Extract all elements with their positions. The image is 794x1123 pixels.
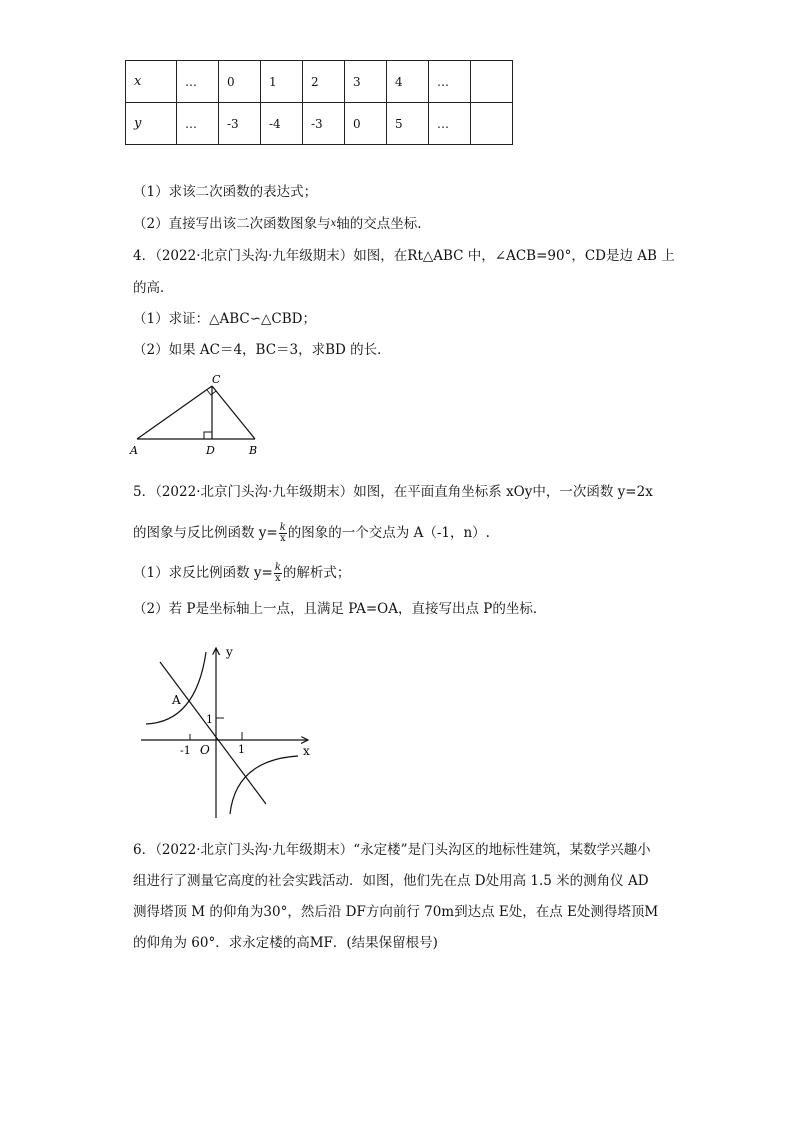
label-x-axis: x: [303, 744, 310, 758]
table-cell: 1: [261, 61, 303, 103]
label-a: A: [130, 444, 138, 457]
table-cell: [471, 103, 513, 145]
table-cell: 2: [303, 61, 345, 103]
label-one-x: 1: [238, 743, 245, 756]
label-one-y: 1: [206, 713, 213, 726]
table-cell: [471, 61, 513, 103]
label-b: B: [249, 444, 258, 457]
q5-stem-line2: [133, 518, 490, 548]
q6-stem-line2: 组进行了测量它高度的社会实践活动．如图，他们先在点 D处用高 1.5 米的测角仪 AD: [133, 873, 649, 889]
q3-part2: [133, 214, 422, 234]
fraction-numerator: k: [279, 522, 286, 533]
table-cell: 5: [387, 103, 429, 145]
table-cell: 0: [345, 103, 387, 145]
label-d: D: [206, 444, 215, 457]
table-cell: 4: [387, 61, 429, 103]
label-origin: O: [200, 743, 210, 757]
q5-part2: （2）若 P是坐标轴上一点，且满足 PA=OA，直接写出点 P的坐标．: [133, 601, 547, 617]
table-cell: -3: [219, 103, 261, 145]
q4-stem-line1: 4．（2022·北京门头沟·九年级期末）如图，在Rt△ABC 中，∠ACB=90°，CD是边 AB 上: [133, 248, 675, 264]
table-row: [126, 61, 513, 103]
q5-part1-text-a: （1）求反比例函数 y=: [133, 565, 273, 581]
table-cell: -3: [303, 103, 345, 145]
table-header-cell: y: [126, 103, 177, 145]
q4-stem-line2: 的高．: [133, 280, 174, 296]
q5-part1-text-b: 的解析式；: [282, 565, 351, 581]
label-c: C: [212, 373, 221, 386]
table-cell: …: [429, 103, 471, 145]
q4-part2: （2）如果 AC＝4，BC＝3，求BD 的长．: [133, 342, 391, 358]
q3-part2-x: x: [330, 218, 337, 229]
fraction-k-over-x: [279, 523, 287, 544]
table-header-cell: x: [126, 61, 177, 103]
fraction-k-over-x: [274, 563, 282, 584]
q6-stem-line3: 测得塔顶 M 的仰角为30°，然后沿 DF方向前行 70m到达点 E处，在点 E处测得塔顶M: [133, 904, 659, 920]
fraction-denominator: x: [275, 573, 281, 584]
value-table: [125, 60, 513, 145]
table-cell: -4: [261, 103, 303, 145]
label-neg-one: -1: [180, 744, 191, 757]
q3-part1: （1）求该二次函数的表达式；: [133, 184, 318, 200]
table-cell: …: [177, 61, 219, 103]
q5-coordinate-figure: [138, 642, 318, 822]
q5-stem-line1: 5．（2022·北京门头沟·九年级期末）如图，在平面直角坐标系 xOy中，一次函数 y=2x: [133, 484, 653, 500]
table-cell: 0: [219, 61, 261, 103]
fraction-numerator: k: [274, 562, 281, 573]
label-y-axis: y: [226, 645, 233, 659]
table-row: [126, 103, 513, 145]
label-a: A: [172, 693, 181, 707]
q5-line2-text-b: 的图象的一个交点为 A（-1，n）.: [287, 525, 490, 541]
q4-part1: （1）求证：△ABC∽△CBD；: [133, 311, 316, 327]
q6-stem-line4: 的仰角为 60°．求永定楼的高MF．(结果保留根号): [133, 935, 438, 951]
fraction-denominator: x: [279, 533, 286, 544]
table-cell: 3: [345, 61, 387, 103]
q4-triangle-figure: [128, 370, 268, 458]
q6-stem-line1: 6．（2022·北京门头沟·九年级期末）“永定楼”是门头沟区的地标性建筑，某数学兴趣小: [133, 842, 651, 858]
q3-part2-text-a: （2）直接写出该二次函数图象与: [133, 216, 331, 232]
table-cell: …: [177, 103, 219, 145]
q5-part1: [133, 558, 350, 588]
q5-line2-text-a: 的图象与反比例函数 y=: [133, 525, 278, 541]
q3-part2-text-b: 轴的交点坐标.: [336, 216, 422, 232]
table-cell: …: [429, 61, 471, 103]
